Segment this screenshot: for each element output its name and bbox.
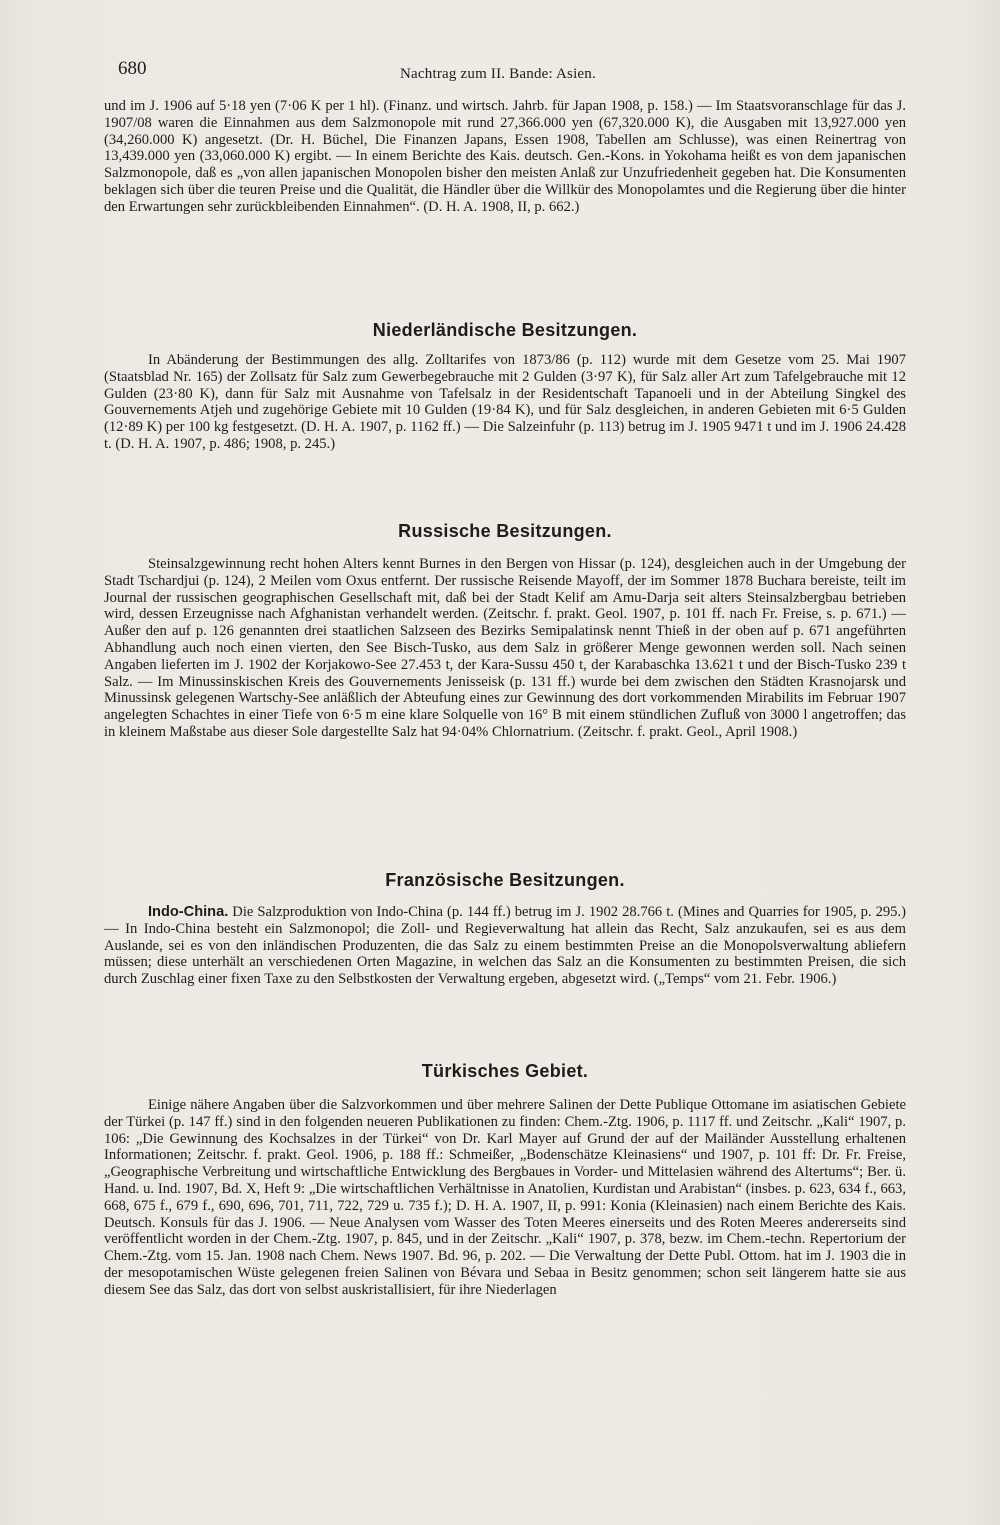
paragraph-franzoesische (104, 904, 906, 988)
continuation-paragraph: und im J. 1906 auf 5·18 yen (7·06 K per 1 hl). (Finanz. und wirtsch. Jahrb. für Japan 1908, p. 158.) — Im Staatsvoranschlage für das J. 1907/08 waren die Einnahmen aus dem Salzmonopole mit rund 27,366.000 yen (67,320.000 K), die Ausgaben mit 13,927.000 yen (34,260.000 K) angesetzt. (Dr. H. Büchel, Die Finanzen Japans, Essen 1908, Tabellen am Schlusse), was einen Reinertrag von 13,439.000 yen (33,060.000 K) ergibt. — In einem Berichte des Kais. deutsch. Gen.-Kons. in Yokohama heißt es von dem japanischen Salzmonopole, daß es „von allen japanischen Monopolen bisher den meisten Anlaß zur Unzufriedenheit gegeben hat. Die Konsumenten beklagen sich über die teuren Preise und die Qualität, die Händler über die Willkür des Monopolamtes und die Regierung über die hinter den Erwartungen sehr zurückbleibenden Einnahmen“. (D. H. A. 1908, II, p. 662.) (104, 98, 906, 215)
paragraph-tuerkisches: Einige nähere Angaben über die Salzvorkommen und über mehrere Salinen der Dette Publique Ottomane im asiatischen Gebiete der Türkei (p. 147 ff.) sind in den folgenden neueren Publikationen zu finden: Chem.-Ztg. 1906, p. 1117 ff. und Zeitschr. „Kali“ 1907, p. 106: „Die Gewinnung des Kochsalzes in der Türkei“ von Dr. Karl Mayer auf Grund der auf der Mailänder Ausstellung erhaltenen Informationen; Zeitschr. f. prakt. Geol. 1906, p. 188 ff.: Schmeißer, „Bodenschätze Kleinasiens“ und 1907, p. 101 ff: Dr. Fr. Freise, „Geographische Verbreitung und wirtschaftliche Entwicklung des Bergbaues in Vorder- und Mittelasien während des Altertums“; Ber. ü. Hand. u. Ind. 1907, Bd. X, Heft 9: „Die wirtschaftlichen Verhältnisse in Anatolien, Kurdistan und Arabistan“ (insbes. p. 623, 634 f., 663, 668, 675 f., 679 f., 690, 696, 701, 711, 722, 729 u. 735 f.); D. H. A. 1907, II, p. 991: Konia (Kleinasien) nach einem Berichte des Kais. Deutsch. Konsuls für das J. 1906. — Neue Analysen vom Wasser des Toten Meeres einerseits und des Roten Meeres andererseits sind veröffentlicht worden in der Chem.-Ztg. 1907, p. 845, und in der Zeitschr. „Kali“ 1907, p. 378, bezw. im Chem.-techn. Repertorium der Chem.-Ztg. vom 15. Jan. 1908 nach Chem. News 1907. Bd. 96, p. 202. — Die Verwaltung der Dette Publ. Ottom. hat im J. 1903 die in der mesopotamischen Wüste gelegenen freien Salinen von Bévara und Sebaa in Besitz genommen; schon seit längerem hatte sie aus diesem See das Salz, das dort von selbst auskristallisiert, für ihre Niederlagen (104, 1097, 906, 1298)
section-heading-franzoesische: Französische Besitzungen. (385, 870, 625, 890)
page-number: 680 (118, 58, 147, 79)
section-heading-russische: Russische Besitzungen. (398, 521, 612, 541)
section-heading-niederlaendische: Niederländische Besitzungen. (372, 320, 638, 340)
paragraph-lead-indo-china: Indo-China. (148, 904, 229, 920)
paragraph-niederlaendische: In Abänderung der Bestimmungen des allg. Zolltarifes von 1873/86 (p. 112) wurde mit dem Gesetze vom 25. Mai 1907 (Staatsblad Nr. 165) der Zollsatz für Salz zum Gewerbegebrauche mit 2 Gulden (3·97 K), für Salz aller Art zum Tafelgebrauche mit 12 Gulden (23·80 K), dann für Salz mit Ausnahme von Tafelsalz in der Residentschaft Tapanoeli und in der Abteilung Singkel des Gouvernements Atjeh und zugehörige Gebiete mit 10 Gulden (19·84 K), und für Salz desgleichen, in anderen Gebieten mit 6·5 Gulden (12·89 K) per 100 kg festgesetzt. (D. H. A. 1907, p. 1162 ff.) — Die Salzeinfuhr (p. 113) betrug im J. 1905 9471 t und im J. 1906 24.428 t. (D. H. A. 1907, p. 486; 1908, p. 245.) (104, 352, 906, 452)
paragraph-russische: Steinsalzgewinnung recht hohen Alters kennt Burnes in den Bergen von Hissar (p. 124), desgleichen auch in der Umgebung der Stadt Tschardjui (p. 124), 2 Meilen vom Oxus entfernt. Der russische Reisende Mayoff, der im Sommer 1878 Buchara bereiste, teilt im Journal der russischen geographischen Gesellschaft mit, daß bei der Stadt Kelif am Amu-Darja seit alters Steinsalzbergbau betrieben wird, dessen Erzeugnisse nach Afghanistan verhandelt werden. (Zeitschr. f. prakt. Geol. 1907, p. 101 ff. nach Fr. Freise, s. p. 671.) — Außer den auf p. 126 genannten drei staatlichen Salzseen des Bezirks Semipalatinsk nennt Thieß in der oben auf p. 671 angeführten Abhandlung auch noch einen vierten, den See Bisch-Tusko, aus dem Salz in größerer Menge gewonnen werden soll. Nach seinen Angaben lieferten im J. 1902 der Korjakowo-See 27.453 t, der Kara-Sussu 450 t, der Karabaschka 13.621 t und der Bisch-Tusko 239 t Salz. — Im Minussinskischen Kreis des Gouvernements Jenisseisk (p. 131 ff.) wurde bei dem zwischen den Städten Krasnojarsk und Minussinsk gelegenen Wartschy-See anläßlich der Abteufung eines zur Gewinnung des dort vorkommenden Mirabilits im Februar 1907 angelegten Schachtes in einer Tiefe von 6·5 m eine klare Solquelle von 16° B mit einem stündlichen Zufluß von 3000 l angetroffen; das in kleinem Maßstabe aus dieser Sole dargestellte Salz hat 94·04% Chlornatrium. (Zeitschr. f. prakt. Geol., April 1908.) (104, 556, 906, 740)
section-heading-tuerkisches: Türkisches Gebiet. (421, 1061, 589, 1081)
running-title: Nachtrag zum II. Bande: Asien. (400, 66, 596, 82)
paragraph-body-indo-china: Die Salzproduktion von Indo-China (p. 144 ff.) betrug im J. 1902 28.766 t. (Mines and Quarries for 1905, p. 295.) — In Indo-China besteht ein Salzmonopol; die Zoll- und Regieverwaltung hat allein das Recht, Salz anzukaufen, sei es aus dem Auslande, sei es von den inländischen Produzenten, die das Salz zu einem bestimmten Preise an die Monopolsverwaltung abliefern müssen; diese unterhält an verschiedenen Orten Magazine, in welchen das Salz an die Konsumenten zu bestimmten Preisen, die sich durch Zuschlag einer fixen Taxe zu den Selbstkosten der Verwaltung ergeben, abgesetzt wird. („Temps“ vom 21. Febr. 1906.) (104, 904, 906, 988)
